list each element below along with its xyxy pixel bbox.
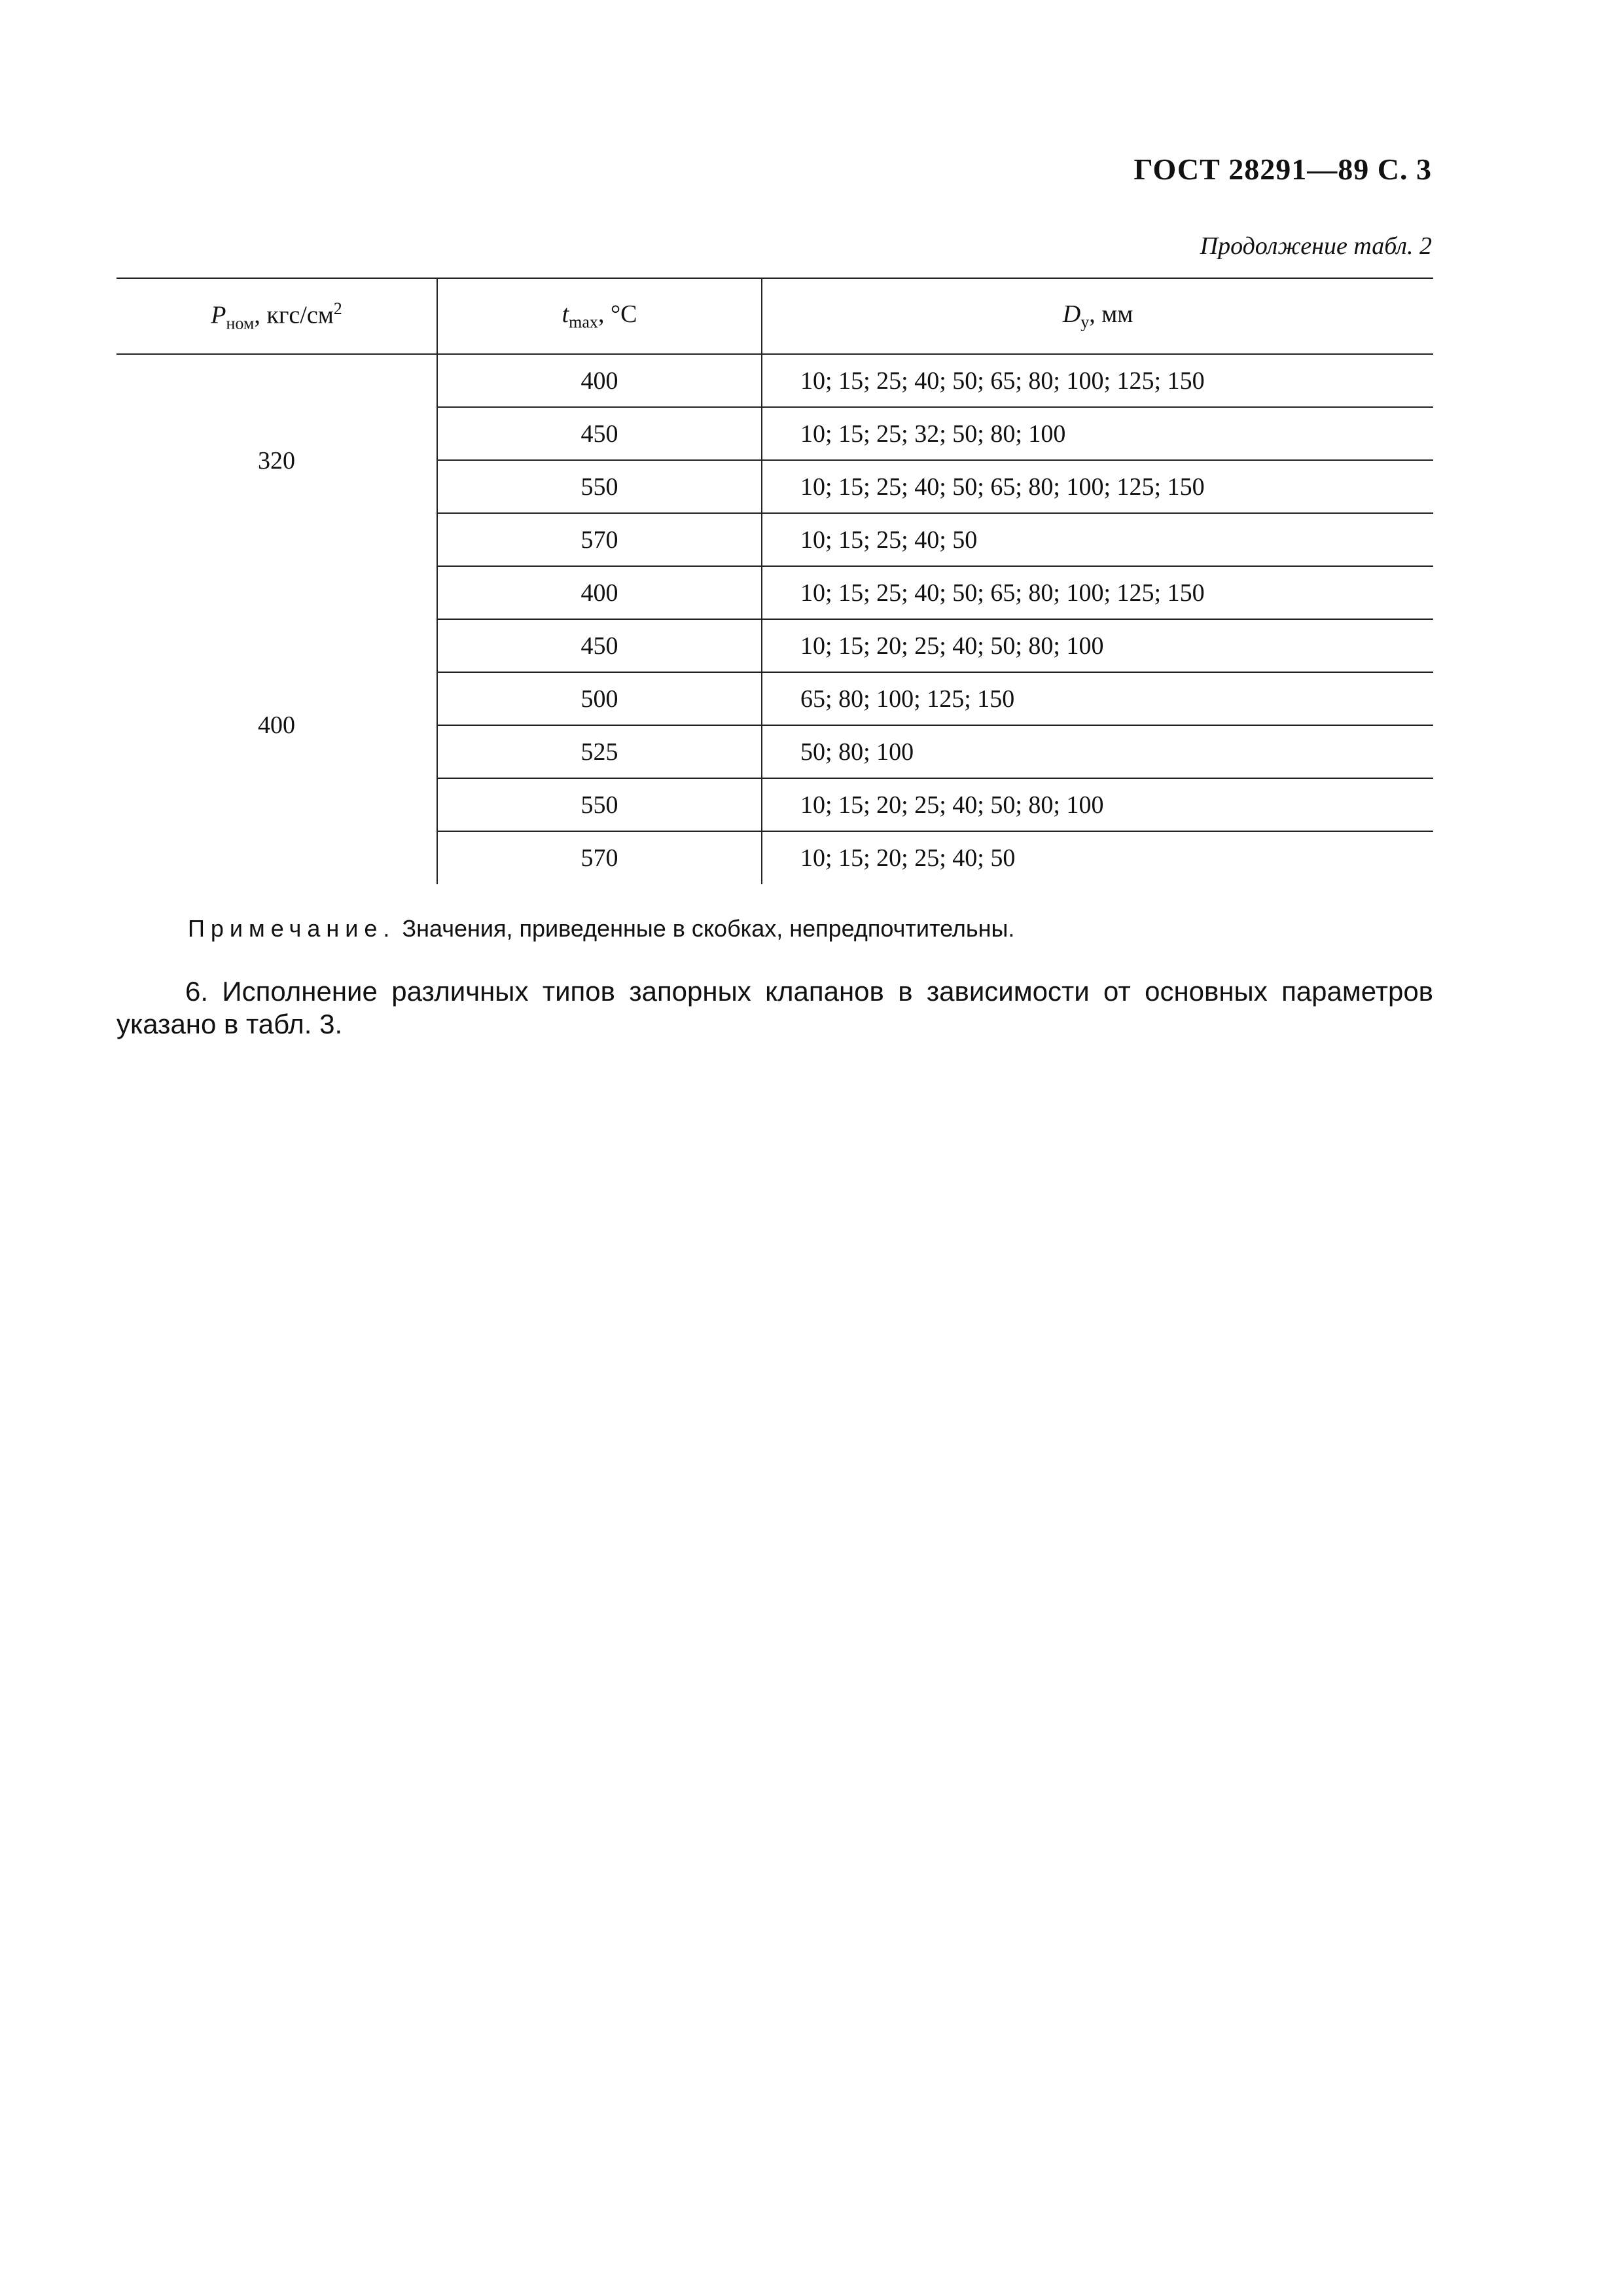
body-paragraph: 6. Исполнение различных типов запорных клапанов в зависимости от основных параметров указано в табл. 3. — [116, 976, 1433, 1039]
temperature-cell: 400 — [437, 354, 762, 407]
temperature-subscript: max — [569, 312, 598, 332]
temperature-cell: 450 — [437, 619, 762, 672]
standard-header: ГОСТ 28291—89 С. 3 — [1133, 152, 1432, 186]
table-note — [188, 915, 1014, 942]
table-header-row — [116, 278, 1433, 354]
pressure-subscript: ном — [226, 314, 255, 333]
diameter-cell: 10; 15; 20; 25; 40; 50; 80; 100 — [762, 619, 1433, 672]
diameter-cell: 10; 15; 25; 40; 50; 65; 80; 100; 125; 150 — [762, 460, 1433, 513]
diameter-cell: 10; 15; 20; 25; 40; 50; 80; 100 — [762, 778, 1433, 831]
temperature-cell: 570 — [437, 513, 762, 566]
diameter-cell: 50; 80; 100 — [762, 725, 1433, 778]
temperature-cell: 570 — [437, 831, 762, 884]
diameter-subscript: у — [1080, 312, 1090, 332]
diameter-cell: 10; 15; 20; 25; 40; 50 — [800, 844, 1016, 872]
diameter-symbol: D — [1062, 300, 1081, 329]
temperature-cell: 550 — [437, 460, 762, 513]
temperature-symbol: t — [562, 300, 569, 329]
pressure-superscript: 2 — [333, 298, 342, 318]
temperature-cell: 550 — [437, 778, 762, 831]
diameter-cell: 10; 15; 25; 40; 50; 65; 80; 100; 125; 150 — [762, 354, 1433, 407]
table-row — [116, 354, 1433, 407]
diameter-cell: 10; 15; 25; 40; 50 — [762, 513, 1433, 566]
note-text: Значения, приведенные в скобках, непредпочтительны. — [395, 915, 1015, 942]
temperature-cell: 450 — [437, 407, 762, 460]
diameter-cell: 10; 15; 25; 32; 50; 80; 100 — [762, 407, 1433, 460]
header-temperature — [437, 278, 762, 354]
temperature-cell: 400 — [437, 566, 762, 619]
pressure-unit: , кгс/см — [254, 301, 334, 329]
pressure-symbol: P — [211, 301, 226, 329]
pressure-cell: 320 — [116, 354, 437, 566]
temperature-cell: 525 — [437, 725, 762, 778]
diameter-cell: 65; 80; 100; 125; 150 — [762, 672, 1433, 725]
temperature-cell: 500 — [437, 672, 762, 725]
valve-parameters-table — [116, 278, 1433, 884]
diameter-unit: , мм — [1089, 300, 1133, 329]
header-diameter — [762, 278, 1433, 354]
note-label: Примечание. — [188, 915, 396, 942]
table-row — [116, 566, 1433, 619]
table-continuation-label: Продолжение табл. 2 — [1200, 232, 1432, 260]
pressure-cell: 400 — [116, 566, 437, 884]
header-pressure — [116, 278, 437, 354]
temperature-unit: , °C — [597, 300, 637, 329]
diameter-cell: 10; 15; 25; 40; 50; 65; 80; 100; 125; 150 — [762, 566, 1433, 619]
